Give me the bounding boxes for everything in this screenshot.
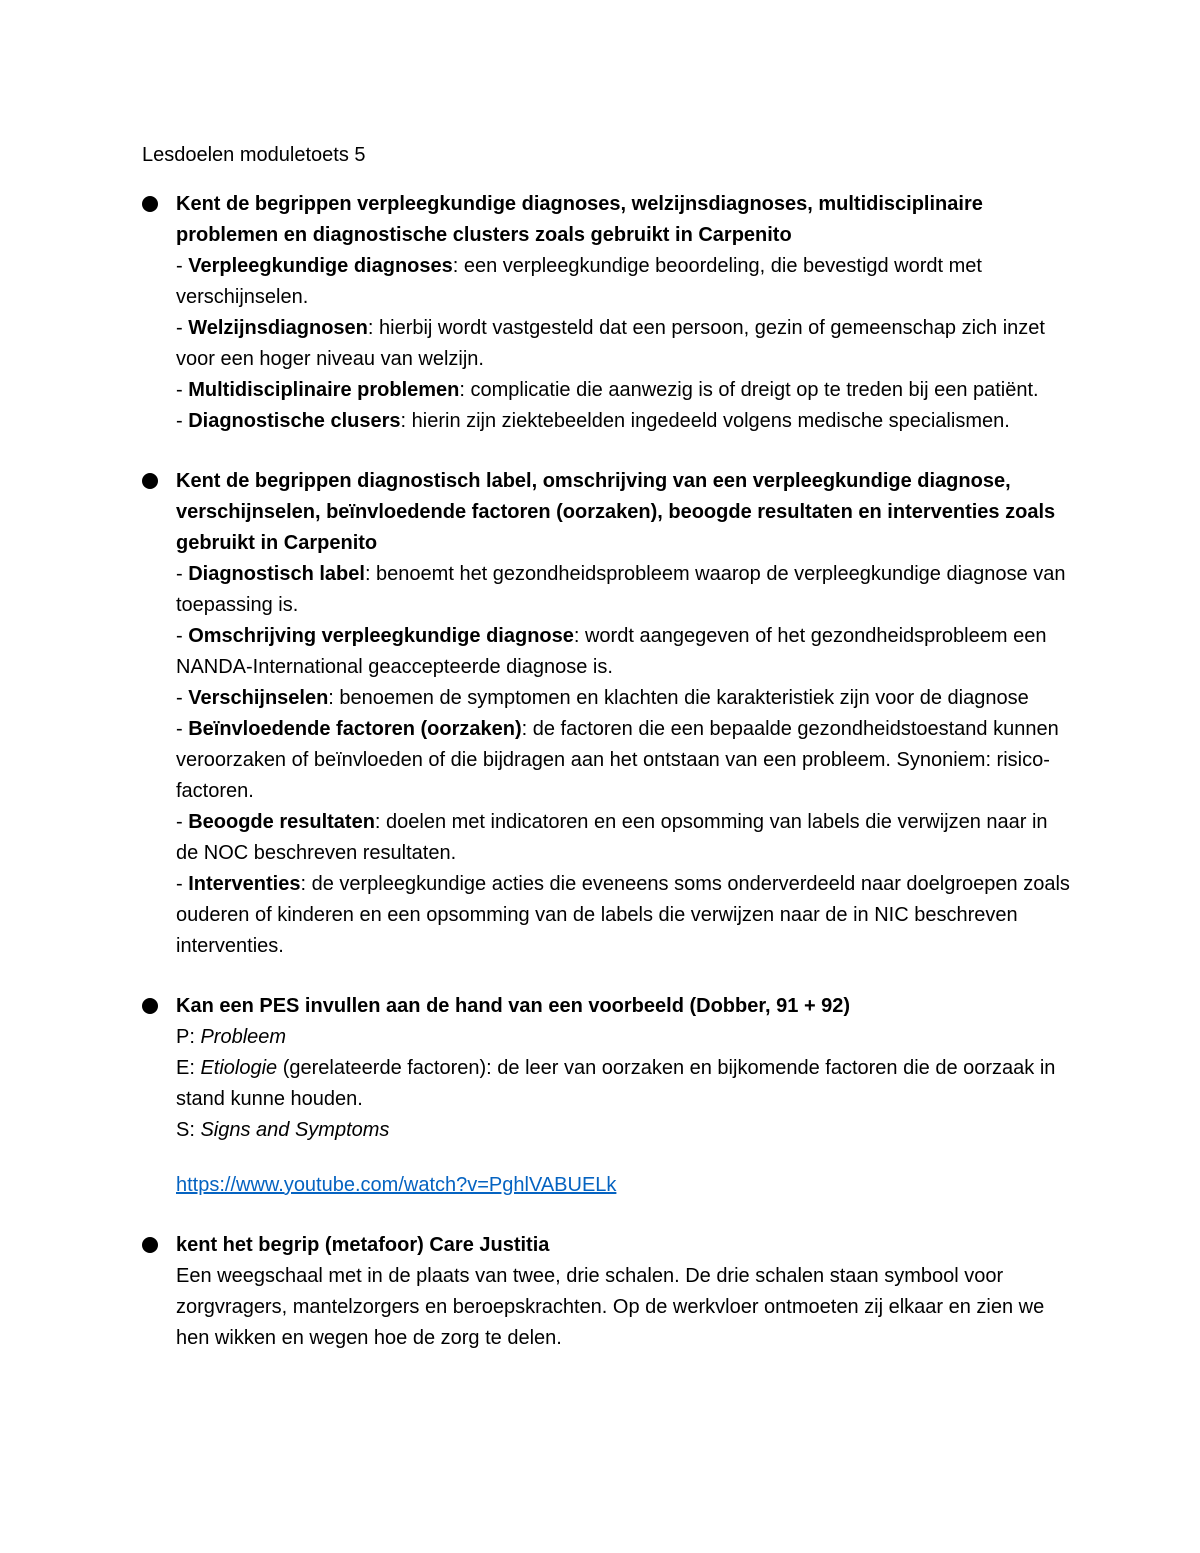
definition-line: - Verpleegkundige diagnoses: een verpleegkundige beoordeling, die bevestigd wordt met verschijnselen. xyxy=(176,255,982,308)
learning-goals-list xyxy=(142,189,1072,1354)
definition-text: : de verpleegkundige acties die eveneens soms onderverdeeld naar doelgroepen zoals ouderen of kinderen en een opsomming van de labels die verwijzen naar de in NIC beschreven interventies. xyxy=(176,873,1070,957)
definition-term: Multidisciplinaire problemen xyxy=(188,379,460,401)
definition-term: Diagnostische clusers xyxy=(188,410,401,432)
bullet-icon xyxy=(142,998,158,1014)
definition-line: - Diagnostische clusers: hierin zijn ziektebeelden ingedeeld volgens medische specialismen. xyxy=(176,410,1010,432)
page-title: Lesdoelen moduletoets 5 xyxy=(142,144,366,166)
definition-text: : wordt aangegeven of het gezondheidsprobleem een NANDA-International geaccepteerde diagnose is. xyxy=(176,625,1047,678)
pes-letter: E: xyxy=(176,1057,201,1079)
definition-text: : de factoren die een bepaalde gezondheidstoestand kunnen veroorzaken of beïnvloeden of die bijdragen aan het ontstaan van een probleem. Synoniem: risico-factoren. xyxy=(176,718,1059,802)
pes-letter: P: xyxy=(176,1026,201,1048)
definition-text: : doelen met indicatoren en een opsomming van labels die verwijzen naar in de NOC beschreven resultaten. xyxy=(176,811,1048,864)
definition-term: Verpleegkundige diagnoses xyxy=(188,255,453,277)
goal-item-4 xyxy=(142,1230,1072,1354)
goal-heading: kent het begrip (metafoor) Care Justitia xyxy=(176,1234,550,1256)
pes-term: Probleem xyxy=(200,1026,287,1048)
definition-term: Beïnvloedende factoren (oorzaken) xyxy=(188,718,522,740)
definition-text: : benoemt het gezondheidsprobleem waarop de verpleegkundige diagnose van toepassing is. xyxy=(176,563,1066,616)
goal-heading: Kent de begrippen diagnostisch label, omschrijving van een verpleegkundige diagnose, verschijnselen, beïnvloedende factoren (oorzaken), beoogde resultaten en interventies zoals gebruikt in Carpenito xyxy=(176,470,1056,554)
bullet-icon xyxy=(142,196,158,212)
definition-line: - Multidisciplinaire problemen: complicatie die aanwezig is of dreigt op te treden bij een patiënt. xyxy=(176,379,1039,401)
definition-term: Interventies xyxy=(188,873,301,895)
bullet-icon xyxy=(142,473,158,489)
definition-text: : complicatie die aanwezig is of dreigt op te treden bij een patiënt. xyxy=(459,379,1039,401)
definition-term: Diagnostisch label xyxy=(188,563,365,585)
pes-line-s xyxy=(176,1115,1072,1146)
pes-line-p xyxy=(176,1022,1072,1053)
definition-text: : een verpleegkundige beoordeling, die bevestigd wordt met verschijnselen. xyxy=(176,255,982,308)
definition-term: Welzijnsdiagnosen xyxy=(188,317,368,339)
goal-item-2 xyxy=(142,466,1072,962)
definition-line: - Omschrijving verpleegkundige diagnose: wordt aangegeven of het gezondheidsprobleem een NANDA-International geaccepteerde diagnose is. xyxy=(176,625,1047,678)
bullet-icon xyxy=(142,1237,158,1253)
definition-line: - Beïnvloedende factoren (oorzaken): de factoren die een bepaalde gezondheidstoestand kunnen veroorzaken of beïnvloeden of die bijdragen aan het ontstaan van een probleem. Synoniem: risico-factoren. xyxy=(176,718,1059,802)
definition-term: Beoogde resultaten xyxy=(188,811,375,833)
definition-text: : benoemen de symptomen en klachten die karakteristiek zijn voor de diagnose xyxy=(328,687,1029,709)
goal-heading: Kent de begrippen verpleegkundige diagnoses, welzijnsdiagnoses, multidisciplinaire problemen en diagnostische clusters zoals gebruikt in Carpenito xyxy=(176,193,983,246)
definition-line: - Welzijnsdiagnosen: hierbij wordt vastgesteld dat een persoon, gezin of gemeenschap zich inzet voor een hoger niveau van welzijn. xyxy=(176,317,1045,370)
definition-term: Omschrijving verpleegkundige diagnose xyxy=(188,625,574,647)
goal-item-1 xyxy=(142,189,1072,437)
pes-letter: S: xyxy=(176,1119,201,1141)
care-justitia-paragraph: Een weegschaal met in de plaats van twee, drie schalen. De drie schalen staan symbool voor zorgvragers, mantelzorgers en beroepskrachten. Op de werkvloer ontmoeten zij elkaar en zien we hen wikken en wegen hoe de zorg te delen. xyxy=(176,1265,1045,1349)
goal-item-3 xyxy=(142,991,1072,1201)
pes-text: (gerelateerde factoren): de leer van oorzaken en bijkomende factoren die de oorzaak in stand kunne houden. xyxy=(176,1057,1056,1110)
definition-text: : hierbij wordt vastgesteld dat een persoon, gezin of gemeenschap zich inzet voor een hoger niveau van welzijn. xyxy=(176,317,1045,370)
pes-term: Etiologie xyxy=(200,1057,278,1079)
definition-term: Verschijnselen xyxy=(188,687,329,709)
goal-heading: Kan een PES invullen aan de hand van een voorbeeld (Dobber, 91 + 92) xyxy=(176,995,851,1017)
definition-line: - Beoogde resultaten: doelen met indicatoren en een opsomming van labels die verwijzen naar in de NOC beschreven resultaten. xyxy=(176,811,1048,864)
definition-text: : hierin zijn ziektebeelden ingedeeld volgens medische specialismen. xyxy=(400,410,1010,432)
definition-line: - Verschijnselen: benoemen de symptomen en klachten die karakteristiek zijn voor de diagnose xyxy=(176,687,1029,709)
pes-term: Signs and Symptoms xyxy=(200,1119,390,1141)
pes-line-e xyxy=(176,1053,1072,1115)
definition-line: - Interventies: de verpleegkundige acties die eveneens soms onderverdeeld naar doelgroepen zoals ouderen of kinderen en een opsomming van de labels die verwijzen naar de in NIC beschreven interventies. xyxy=(176,873,1070,957)
definition-line: - Diagnostisch label: benoemt het gezondheidsprobleem waarop de verpleegkundige diagnose van toepassing is. xyxy=(176,563,1066,616)
youtube-link[interactable]: https://www.youtube.com/watch?v=PghlVABUELk xyxy=(176,1174,617,1196)
